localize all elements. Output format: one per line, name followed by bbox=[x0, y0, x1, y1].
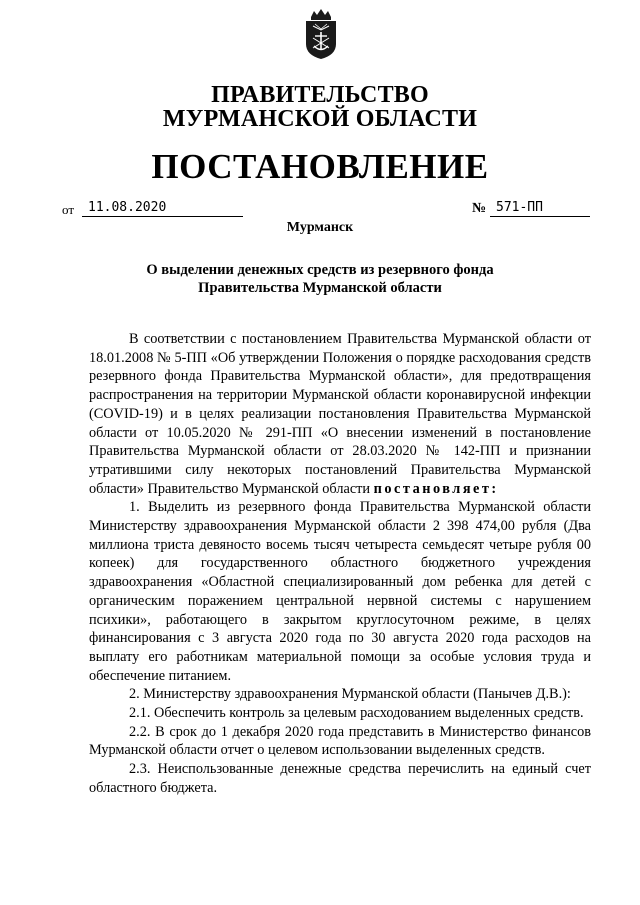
item-2: 2. Министерству здравоохранения Мурманской области (Панычев Д.В.): bbox=[129, 686, 571, 703]
preamble-paragraph bbox=[89, 330, 591, 498]
document-body bbox=[89, 330, 591, 798]
subject-line1: О выделении денежных средств из резервного фонда bbox=[146, 262, 494, 278]
coat-of-arms-icon bbox=[303, 8, 339, 60]
number-field: 571-ПП bbox=[490, 200, 590, 217]
subject-line2: Правительства Мурманской области bbox=[198, 280, 442, 296]
government-title-line1: ПРАВИТЕЛЬСТВО bbox=[211, 82, 429, 108]
date-label: от bbox=[62, 202, 75, 217]
item-2-2: 2.2. В срок до 1 декабря 2020 года представить в Министерство финансов Мурманской области отчет о целевом использовании выделенных средств. bbox=[89, 723, 591, 759]
item-2-1: 2.1. Обеспечить контроль за целевым расходованием выделенных средств. bbox=[129, 705, 584, 722]
document-subject bbox=[0, 261, 640, 297]
city-name: Мурманск bbox=[286, 220, 354, 235]
decree-word: постановляет: bbox=[373, 480, 499, 497]
date-number-row bbox=[62, 200, 592, 220]
item-1: 1. Выделить из резервного фонда Правительства Мурманской области Министерству здравоохранения Мурманской области 2 398 474,00 рубля (Два миллиона триста девяносто восемь тысяч четыреста семьдесят четыре рубля 00 копеек) для государственного областного бюджетного учреждения здравоохранения «Областной специализированный дом ребенка для детей с органическим поражением центральной нервной системы с нарушением психики», работающего в закрытом круглосуточном режиме, в целях финансирования с 3 августа 2020 года по 30 августа 2020 года расходов на выплату его работникам материальной помощи за особые условия труда и обеспечение питанием. bbox=[89, 499, 591, 684]
date-field: 11.08.2020 bbox=[82, 200, 243, 217]
government-title-line2: МУРМАНСКОЙ ОБЛАСТИ bbox=[162, 106, 478, 132]
number-label: № bbox=[472, 201, 487, 216]
item-2-3: 2.3. Неиспользованные денежные средства перечислить на единый счет областного бюджета. bbox=[89, 761, 591, 796]
document-type-title: ПОСТАНОВЛЕНИЕ bbox=[151, 147, 489, 186]
preamble-text: В соответствии с постановлением Правительства Мурманской области от 18.01.2008 № 5-ПП «Об утверждении Положения о порядке расходования средств резервного фонда Правительства Мурманской области», для предотвращения распространения на территории Мурманской области коронавирусной инфекции (COVID-19) и в целях реализации постановления Правительства Мурманской области от 10.05.2020 № 291-ПП «О внесении изменений в постановление Правительства Мурманской области от 28.03.2020 № 142-ПП и признании утратившими силу некоторых постановлений Правительства Мурманской области» Правительство Мурманской области bbox=[89, 331, 591, 497]
